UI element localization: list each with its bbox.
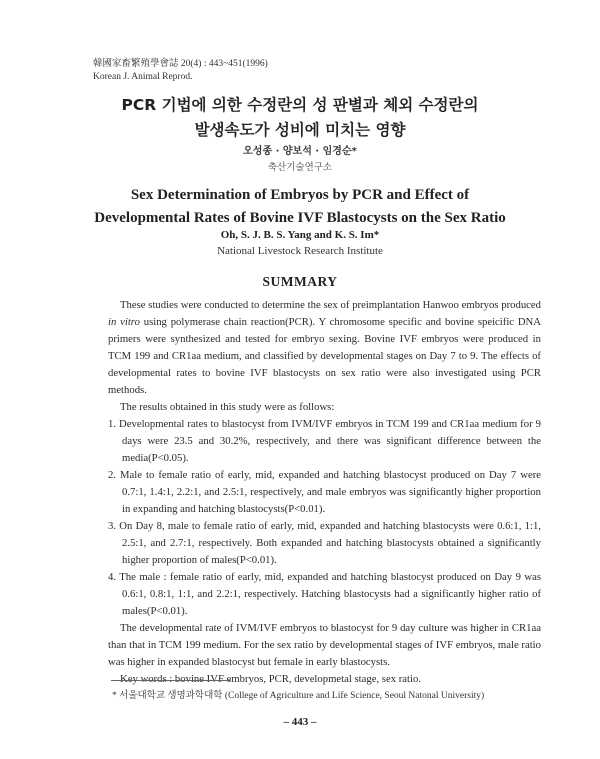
journal-citation: 韓國家畜繁殖學會誌 20(4) : 443~451(1996) <box>93 59 268 69</box>
english-title-line-2: Developmental Rates of Bovine IVF Blastocysts on the Sex Ratio <box>94 210 506 226</box>
korean-title-line-1: PCR 기법에 의한 수정란의 성 판별과 체외 수정란의 <box>121 96 479 114</box>
keywords: Key words : bovine IVF embryos, PCR, developmetal stage, sex ratio. <box>120 673 421 685</box>
result-item-4: 4. The male : female ratio of early, mid, expanded and hatching blastocyst produced on Day 9 was 0.6:1, 0.8:1, 1:1, and 2.2:1, respectively. Hatching blastocysts had a significantly higher ratio of males(P<0.01). <box>108 571 541 617</box>
footnote: * 서울대학교 생명과학대학 (College of Agriculture and Life Science, Seoul Natonal University) <box>112 691 485 701</box>
english-institution: National Livestock Research Institute <box>217 245 383 257</box>
summary-heading: SUMMARY <box>262 274 338 289</box>
footnote-rule <box>111 680 231 681</box>
results-intro: The results obtained in this study were as follows: <box>120 401 335 413</box>
summary-intro-a: These studies were conducted to determine the sex of preimplantation Hanwoo embryos produced <box>120 299 541 311</box>
korean-title-line-2: 발생속도가 성비에 미치는 영향 <box>194 121 406 139</box>
result-item-2: 2. Male to female ratio of early, mid, expanded and hatching blastocyst produced on Day 7 were 0.7:1, 1.4:1, 2.2:1, and 2.5:1, respectively, and male embryos was significantly higher proportion in expanding and hatching blastocysts(P<0.01). <box>108 469 541 515</box>
english-authors: Oh, S. J. B. S. Yang and K. S. Im* <box>220 229 380 241</box>
result-item-3: 3. On Day 8, male to female ratio of early, mid, expanded and hatching blastocysts were 0.6:1, 1:1, 2.5:1, and 2.7:1, respectively. Both expanded and hatching blastocysts obtained a significantly higher proportion of males(P<0.01). <box>108 520 541 566</box>
summary-intro-paragraph <box>108 297 541 399</box>
journal-english-name: Korean J. Animal Reprod. <box>93 72 193 82</box>
summary-intro-italic: in vitro <box>108 316 140 328</box>
summary-intro-b: using polymerase chain reaction(PCR). Y chromosome specific and bovine speicific DNA primers were synthesized and tested for embryo sexing. Bovine IVF embryos were produced in TCM 199 and CR1aa medium, and classified by developmental stages on Day 7 to 9. The effects of developmental rates to bovine IVF blastocysts on sex ratio were also investigated using PCR methods. <box>108 316 541 396</box>
page-number: – 443 – <box>283 716 317 728</box>
journal-header <box>93 58 268 84</box>
english-title <box>0 184 600 230</box>
english-title-line-1: Sex Determination of Embryos by PCR and Effect of <box>130 187 470 203</box>
summary-body <box>108 297 541 688</box>
result-item-1: 1. Developmental rates to blastocyst from IVM/IVF embryos in TCM 199 and CR1aa medium for 9 days were 23.5 and 30.2%, respectively, and there was significant difference between the media(P<0.05). <box>108 418 541 464</box>
korean-title <box>0 93 600 143</box>
korean-institution: 축산기술연구소 <box>267 162 333 173</box>
conclusion-paragraph: The developmental rate of IVM/IVF embryos to blastocyst for 9 day culture was higher in CR1aa than that in TCM 199 medium. For the sex ratio by developmental stages of IVF embryos, male ratio was higher in expanded blastocyst but female in early blastocysts. <box>108 622 541 668</box>
korean-authors: 오성종 · 양보석 · 임경순* <box>243 146 357 157</box>
